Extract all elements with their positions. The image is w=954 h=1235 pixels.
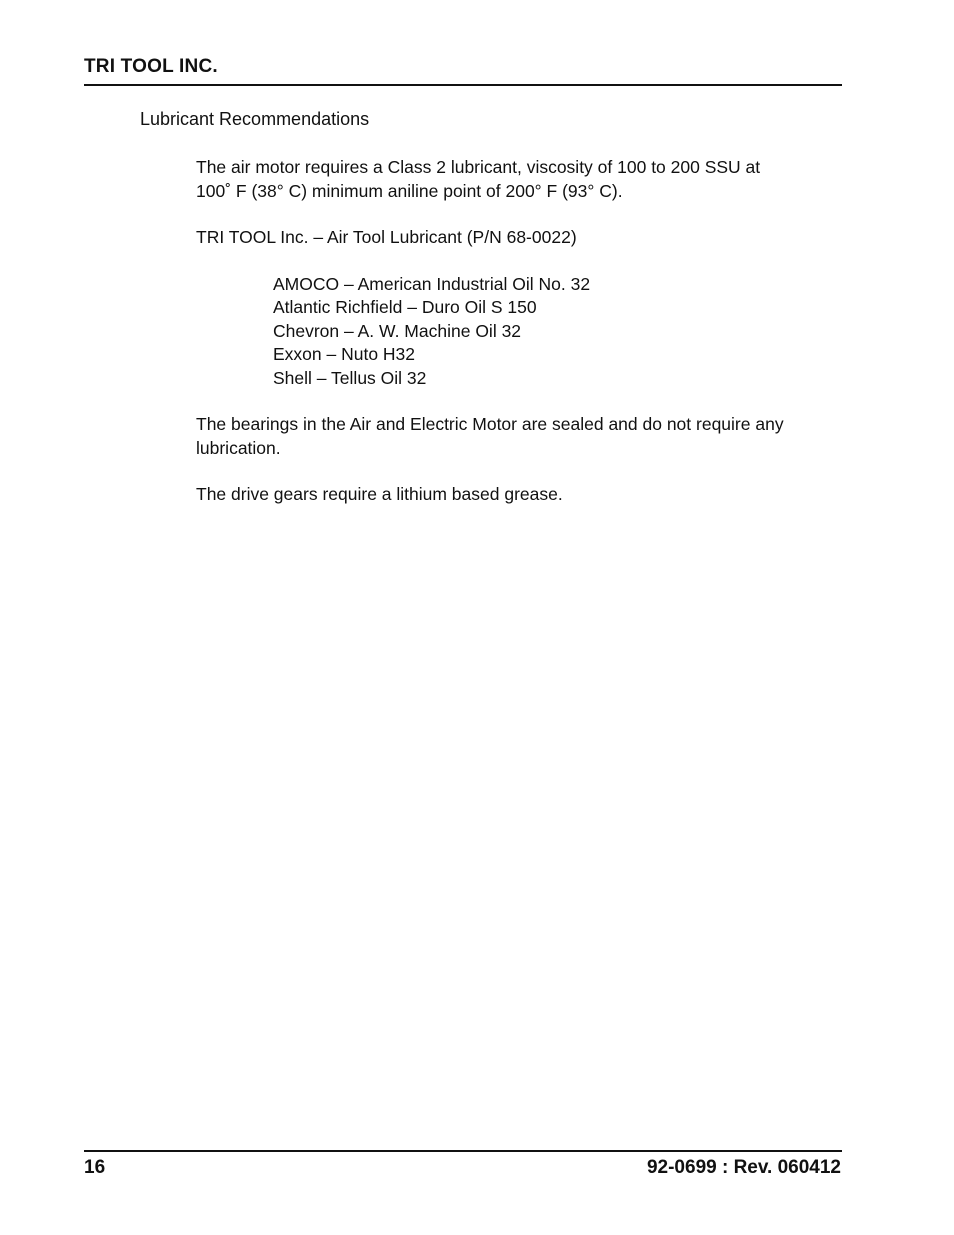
- page-number: 16: [84, 1157, 106, 1178]
- list-item: Shell – Tellus Oil 32: [273, 367, 427, 388]
- document-revision: 92-0699 : Rev. 060412: [646, 1157, 841, 1178]
- paragraph-line: The air motor requires a Class 2 lubricant, viscosity of 100 to 200 SSU at: [196, 157, 761, 177]
- footer-rule: [84, 1150, 842, 1152]
- company-header: TRI TOOL INC.: [84, 56, 218, 77]
- list-item: Atlantic Richfield – Duro Oil S 150: [273, 297, 537, 318]
- paragraph-line: 100˚ F (38° C) minimum aniline point of 200° F (93° C).: [196, 180, 623, 201]
- tri-tool-lubricant-paragraph: TRI TOOL Inc. – Air Tool Lubricant (P/N 68-0022): [196, 227, 577, 247]
- list-item: Chevron – A. W. Machine Oil 32: [273, 320, 522, 341]
- list-item: Exxon – Nuto H32: [273, 344, 416, 365]
- list-item: AMOCO – American Industrial Oil No. 32: [273, 274, 591, 294]
- bearings-paragraph: The bearings in the Air and Electric Motor are sealed and do not require any lubrication.: [196, 414, 784, 458]
- lubricant-list: [273, 273, 590, 390]
- air-motor-lubricant-paragraph: [196, 156, 836, 203]
- drive-gears-paragraph: The drive gears require a lithium based grease.: [196, 484, 563, 504]
- header-rule: [84, 84, 842, 86]
- section-heading: Lubricant Recommendations: [140, 109, 370, 129]
